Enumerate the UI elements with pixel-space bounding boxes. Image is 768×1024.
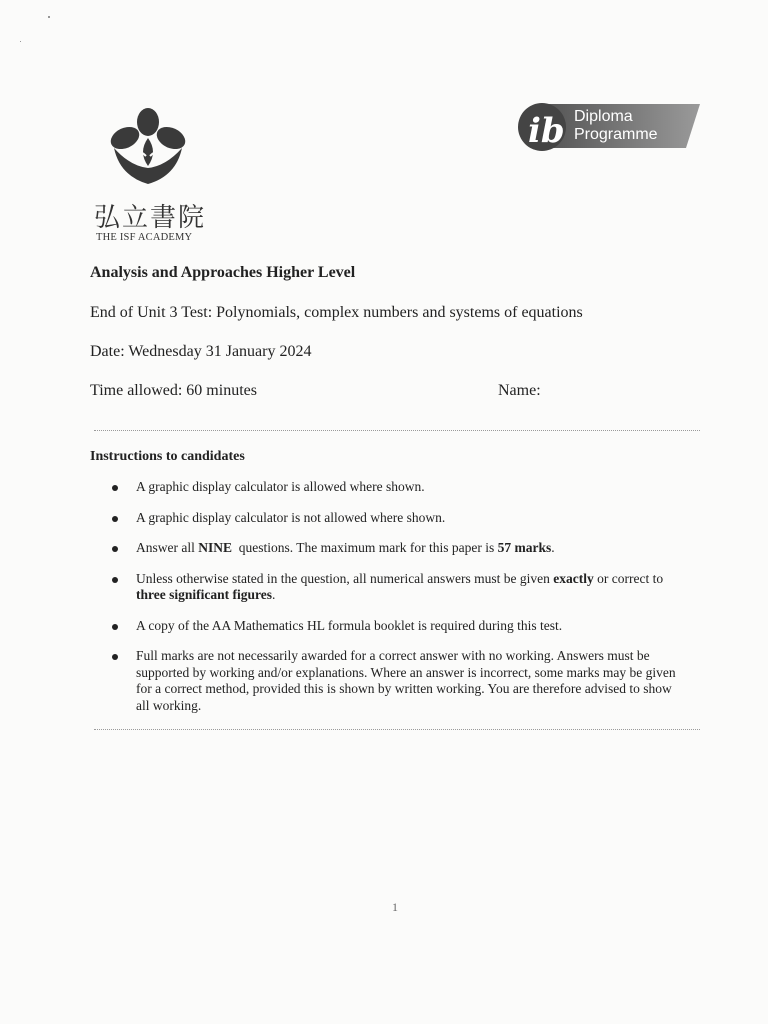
dotted-divider-top bbox=[94, 430, 700, 431]
instructions-list bbox=[112, 479, 682, 728]
name-label: Name: bbox=[498, 382, 541, 399]
instruction-item bbox=[112, 479, 682, 496]
instruction-item bbox=[112, 540, 682, 557]
instruction-item bbox=[112, 618, 682, 635]
lotus-emblem-icon bbox=[108, 104, 188, 186]
scan-speck bbox=[20, 41, 21, 42]
emphasis: exactly bbox=[553, 570, 594, 586]
instruction-text: A graphic display calculator is not allowed where shown. bbox=[136, 509, 446, 525]
text-run: Answer all bbox=[136, 540, 199, 555]
instruction-text bbox=[136, 540, 555, 555]
svg-text:ib: ib bbox=[528, 111, 565, 151]
question-count: NINE bbox=[198, 540, 232, 555]
test-title: End of Unit 3 Test: Polynomials, complex numbers and systems of equations bbox=[90, 304, 583, 321]
test-date: Date: Wednesday 31 January 2024 bbox=[90, 343, 312, 360]
ib-diploma-logo bbox=[516, 102, 702, 152]
time-allowed: Time allowed: 60 minutes bbox=[90, 382, 257, 399]
instruction-item bbox=[112, 648, 682, 714]
text-run: . bbox=[551, 540, 555, 555]
school-name-english: THE ISF ACADEMY bbox=[96, 232, 193, 243]
instruction-item bbox=[112, 571, 682, 604]
bullet-icon bbox=[112, 485, 118, 491]
page-number: 1 bbox=[392, 900, 398, 914]
instruction-text: Full marks are not necessarily awarded for a correct answer with no working. Answers must be supported by working and/or explanations. Where an answer is incorrect, some marks may be given for a correct method, provided this is shown by written working. You are therefore advised to show all working. bbox=[136, 648, 676, 713]
instruction-text bbox=[136, 571, 663, 603]
max-marks: 57 marks bbox=[497, 540, 552, 555]
ib-logo-line-2: Programme bbox=[574, 126, 658, 143]
bullet-icon bbox=[112, 546, 118, 552]
ib-logo-line-1: Diploma bbox=[574, 108, 633, 125]
isf-academy-logo bbox=[88, 104, 218, 244]
school-name-chinese: 弘立書院 bbox=[94, 203, 207, 233]
instruction-text: A copy of the AA Mathematics HL formula booklet is required during this test. bbox=[136, 617, 563, 633]
text-run: questions. The maximum mark for this paper is bbox=[232, 540, 498, 555]
instruction-text: A graphic display calculator is allowed where shown. bbox=[136, 479, 425, 494]
text-run: or correct to bbox=[593, 570, 664, 586]
text-run: . bbox=[272, 587, 276, 602]
instructions-heading: Instructions to candidates bbox=[90, 449, 245, 464]
dotted-divider-bottom bbox=[94, 729, 700, 730]
bullet-icon bbox=[112, 577, 118, 583]
emphasis: three significant figures bbox=[136, 587, 272, 602]
bullet-icon bbox=[112, 654, 118, 660]
bullet-icon bbox=[112, 624, 118, 630]
scan-speck bbox=[48, 16, 50, 18]
bullet-icon bbox=[112, 516, 118, 522]
text-run: Unless otherwise stated in the question, all numerical answers must be given bbox=[136, 570, 554, 586]
course-title: Analysis and Approaches Higher Level bbox=[90, 264, 356, 281]
instruction-item bbox=[112, 510, 682, 527]
